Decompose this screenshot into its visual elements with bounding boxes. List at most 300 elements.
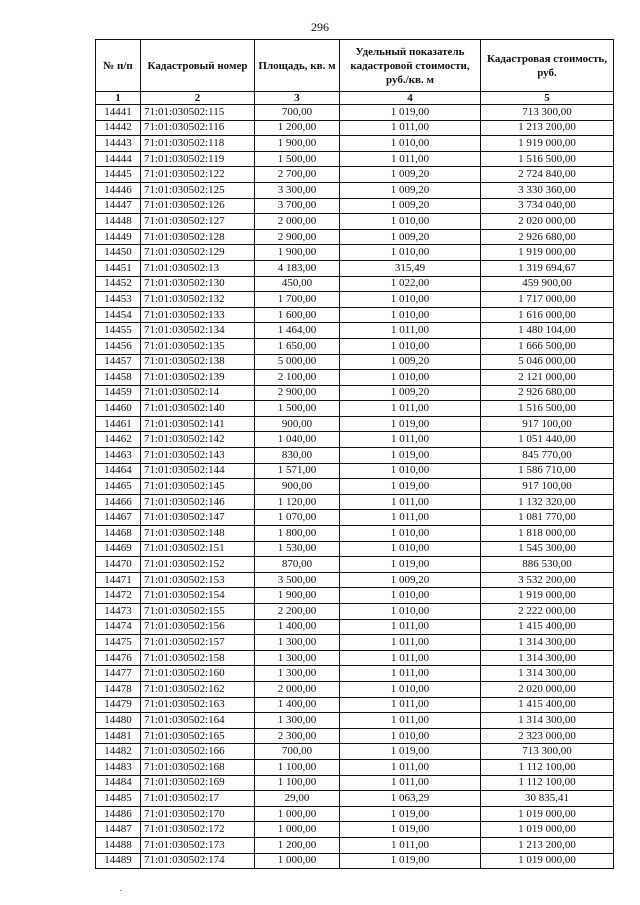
row-number-cell: 14470	[96, 557, 141, 573]
cadastral-number-cell: 71:01:030502:115	[141, 105, 255, 121]
table-row	[96, 260, 614, 276]
cadastral-cost-cell: 1 586 710,00	[481, 463, 614, 479]
cadastral-cost-cell: 1 081 770,00	[481, 510, 614, 526]
cadastral-number-cell: 71:01:030502:127	[141, 214, 255, 230]
cadastral-cost-cell: 713 300,00	[481, 744, 614, 760]
row-number-cell: 14450	[96, 245, 141, 261]
table-row	[96, 588, 614, 604]
area-cell: 29,00	[255, 791, 340, 807]
cadastral-cost-cell: 1 616 000,00	[481, 307, 614, 323]
row-number-cell: 14482	[96, 744, 141, 760]
specific-rate-cell: 1 011,00	[340, 151, 481, 167]
specific-rate-cell: 1 019,00	[340, 416, 481, 432]
table-row	[96, 822, 614, 838]
area-cell: 1 000,00	[255, 806, 340, 822]
row-number-cell: 14487	[96, 822, 141, 838]
table-row	[96, 307, 614, 323]
area-cell: 2 200,00	[255, 604, 340, 620]
row-number-cell: 14489	[96, 853, 141, 869]
row-number-cell: 14478	[96, 681, 141, 697]
cadastral-number-cell: 71:01:030502:14	[141, 385, 255, 401]
specific-rate-cell: 1 011,00	[340, 775, 481, 791]
cadastral-cost-cell: 2 323 000,00	[481, 728, 614, 744]
specific-rate-cell: 1 009,20	[340, 229, 481, 245]
table-row	[96, 354, 614, 370]
area-cell: 1 300,00	[255, 635, 340, 651]
cadastral-number-cell: 71:01:030502:160	[141, 666, 255, 682]
cadastral-number-cell: 71:01:030502:153	[141, 572, 255, 588]
table-row	[96, 681, 614, 697]
header-cadastral-number: Кадастровый номер	[141, 40, 255, 92]
specific-rate-cell: 1 010,00	[340, 681, 481, 697]
table-row	[96, 338, 614, 354]
column-number: 4	[340, 92, 481, 105]
table-row	[96, 448, 614, 464]
specific-rate-cell: 1 010,00	[340, 338, 481, 354]
area-cell: 1 200,00	[255, 120, 340, 136]
cadastral-cost-cell: 1 019 000,00	[481, 822, 614, 838]
row-number-cell: 14444	[96, 151, 141, 167]
area-cell: 1 120,00	[255, 494, 340, 510]
cadastral-number-cell: 71:01:030502:145	[141, 479, 255, 495]
header-cadastral-cost: Кадастровая стоимость, руб.	[481, 40, 614, 92]
specific-rate-cell: 1 011,00	[340, 666, 481, 682]
cadastral-cost-cell: 1 051 440,00	[481, 432, 614, 448]
specific-rate-cell: 1 010,00	[340, 370, 481, 386]
cadastral-number-cell: 71:01:030502:143	[141, 448, 255, 464]
row-number-cell: 14481	[96, 728, 141, 744]
area-cell: 1 200,00	[255, 837, 340, 853]
cadastral-cost-cell: 2 222 000,00	[481, 604, 614, 620]
row-number-cell: 14464	[96, 463, 141, 479]
specific-rate-cell: 1 019,00	[340, 853, 481, 869]
table-row	[96, 198, 614, 214]
table-row	[96, 635, 614, 651]
specific-rate-cell: 1 011,00	[340, 323, 481, 339]
table-row	[96, 713, 614, 729]
row-number-cell: 14486	[96, 806, 141, 822]
row-number-cell: 14443	[96, 136, 141, 152]
cadastral-number-cell: 71:01:030502:146	[141, 494, 255, 510]
cadastral-number-cell: 71:01:030502:165	[141, 728, 255, 744]
cadastral-cost-cell: 917 100,00	[481, 416, 614, 432]
cadastral-number-cell: 71:01:030502:168	[141, 759, 255, 775]
specific-rate-cell: 1 010,00	[340, 136, 481, 152]
specific-rate-cell: 1 010,00	[340, 463, 481, 479]
scan-mark	[120, 890, 122, 891]
specific-rate-cell: 1 011,00	[340, 510, 481, 526]
header-area: Площадь, кв. м	[255, 40, 340, 92]
area-cell: 2 100,00	[255, 370, 340, 386]
specific-rate-cell: 1 011,00	[340, 432, 481, 448]
area-cell: 2 300,00	[255, 728, 340, 744]
cadastral-cost-cell: 2 724 840,00	[481, 167, 614, 183]
row-number-cell: 14468	[96, 526, 141, 542]
specific-rate-cell: 1 011,00	[340, 650, 481, 666]
cadastral-cost-cell: 1 314 300,00	[481, 650, 614, 666]
cadastral-cost-cell: 2 926 680,00	[481, 229, 614, 245]
table-row	[96, 432, 614, 448]
cadastral-number-cell: 71:01:030502:172	[141, 822, 255, 838]
table-row	[96, 526, 614, 542]
table-row	[96, 370, 614, 386]
cadastral-number-cell: 71:01:030502:135	[141, 338, 255, 354]
row-number-cell: 14457	[96, 354, 141, 370]
cadastral-number-cell: 71:01:030502:158	[141, 650, 255, 666]
specific-rate-cell: 1 011,00	[340, 837, 481, 853]
row-number-cell: 14452	[96, 276, 141, 292]
area-cell: 3 300,00	[255, 182, 340, 198]
row-number-cell: 14441	[96, 105, 141, 121]
specific-rate-cell: 1 019,00	[340, 557, 481, 573]
row-number-cell: 14485	[96, 791, 141, 807]
area-cell: 1 000,00	[255, 853, 340, 869]
cadastral-cost-cell: 1 516 500,00	[481, 401, 614, 417]
column-number: 3	[255, 92, 340, 105]
specific-rate-cell: 1 019,00	[340, 479, 481, 495]
row-number-cell: 14471	[96, 572, 141, 588]
area-cell: 1 464,00	[255, 323, 340, 339]
table-row	[96, 775, 614, 791]
cadastral-number-cell: 71:01:030502:134	[141, 323, 255, 339]
cadastral-cost-cell: 3 532 200,00	[481, 572, 614, 588]
table-row	[96, 416, 614, 432]
row-number-cell: 14476	[96, 650, 141, 666]
area-cell: 1 300,00	[255, 666, 340, 682]
row-number-cell: 14465	[96, 479, 141, 495]
column-number: 2	[141, 92, 255, 105]
cadastral-number-cell: 71:01:030502:164	[141, 713, 255, 729]
cadastral-number-cell: 71:01:030502:130	[141, 276, 255, 292]
row-number-cell: 14451	[96, 260, 141, 276]
row-number-cell: 14480	[96, 713, 141, 729]
specific-rate-cell: 1 010,00	[340, 292, 481, 308]
cadastral-number-cell: 71:01:030502:128	[141, 229, 255, 245]
area-cell: 1 900,00	[255, 245, 340, 261]
cadastral-cost-cell: 1 818 000,00	[481, 526, 614, 542]
specific-rate-cell: 1 010,00	[340, 245, 481, 261]
row-number-cell: 14469	[96, 541, 141, 557]
cadastral-number-cell: 71:01:030502:155	[141, 604, 255, 620]
row-number-cell: 14453	[96, 292, 141, 308]
specific-rate-cell: 1 010,00	[340, 728, 481, 744]
row-number-cell: 14488	[96, 837, 141, 853]
cadastral-cost-cell: 3 330 360,00	[481, 182, 614, 198]
specific-rate-cell: 1 010,00	[340, 541, 481, 557]
cadastral-cost-cell: 886 530,00	[481, 557, 614, 573]
row-number-cell: 14473	[96, 604, 141, 620]
cadastral-number-cell: 71:01:030502:118	[141, 136, 255, 152]
table-row	[96, 385, 614, 401]
area-cell: 1 040,00	[255, 432, 340, 448]
cadastral-number-cell: 71:01:030502:156	[141, 619, 255, 635]
specific-rate-cell: 1 011,00	[340, 120, 481, 136]
cadastral-number-cell: 71:01:030502:119	[141, 151, 255, 167]
cadastral-cost-cell: 1 132 320,00	[481, 494, 614, 510]
row-number-cell: 14458	[96, 370, 141, 386]
cadastral-cost-cell: 1 480 104,00	[481, 323, 614, 339]
area-cell: 1 700,00	[255, 292, 340, 308]
area-cell: 5 000,00	[255, 354, 340, 370]
cadastral-cost-cell: 2 926 680,00	[481, 385, 614, 401]
cadastral-cost-cell: 1 545 300,00	[481, 541, 614, 557]
cadastral-number-cell: 71:01:030502:139	[141, 370, 255, 386]
specific-rate-cell: 1 011,00	[340, 619, 481, 635]
area-cell: 2 900,00	[255, 385, 340, 401]
cadastral-cost-cell: 1 112 100,00	[481, 775, 614, 791]
table-row	[96, 510, 614, 526]
specific-rate-cell: 1 011,00	[340, 759, 481, 775]
specific-rate-cell: 1 011,00	[340, 697, 481, 713]
table-row	[96, 167, 614, 183]
area-cell: 1 000,00	[255, 822, 340, 838]
table-row	[96, 229, 614, 245]
area-cell: 1 300,00	[255, 650, 340, 666]
row-number-cell: 14461	[96, 416, 141, 432]
cadastral-number-cell: 71:01:030502:162	[141, 681, 255, 697]
table-row	[96, 604, 614, 620]
area-cell: 1 530,00	[255, 541, 340, 557]
specific-rate-cell: 1 019,00	[340, 822, 481, 838]
row-number-cell: 14442	[96, 120, 141, 136]
cadastral-number-cell: 71:01:030502:173	[141, 837, 255, 853]
cadastral-cost-cell: 2 121 000,00	[481, 370, 614, 386]
cadastral-cost-cell: 1 213 200,00	[481, 837, 614, 853]
table-row	[96, 806, 614, 822]
area-cell: 3 700,00	[255, 198, 340, 214]
table-row	[96, 759, 614, 775]
table-row	[96, 182, 614, 198]
header-specific-rate: Удельный показатель кадастровой стоимости, руб./кв. м	[340, 40, 481, 92]
table-row	[96, 494, 614, 510]
table-row	[96, 619, 614, 635]
area-cell: 830,00	[255, 448, 340, 464]
specific-rate-cell: 1 011,00	[340, 713, 481, 729]
cadastral-number-cell: 71:01:030502:140	[141, 401, 255, 417]
cadastral-cost-cell: 459 900,00	[481, 276, 614, 292]
specific-rate-cell: 1 019,00	[340, 806, 481, 822]
cadastral-cost-cell: 1 213 200,00	[481, 120, 614, 136]
cadastral-number-cell: 71:01:030502:17	[141, 791, 255, 807]
cadastral-number-cell: 71:01:030502:116	[141, 120, 255, 136]
specific-rate-cell: 1 063,29	[340, 791, 481, 807]
cadastral-number-cell: 71:01:030502:152	[141, 557, 255, 573]
cadastral-cost-cell: 1 314 300,00	[481, 666, 614, 682]
table-row	[96, 837, 614, 853]
cadastral-number-cell: 71:01:030502:122	[141, 167, 255, 183]
row-number-cell: 14455	[96, 323, 141, 339]
cadastral-number-cell: 71:01:030502:144	[141, 463, 255, 479]
page-number: 296	[311, 20, 329, 34]
specific-rate-cell: 1 019,00	[340, 744, 481, 760]
specific-rate-cell: 1 009,20	[340, 198, 481, 214]
specific-rate-cell: 1 010,00	[340, 526, 481, 542]
cadastral-cost-cell: 1 319 694,67	[481, 260, 614, 276]
row-number-cell: 14445	[96, 167, 141, 183]
table-row	[96, 292, 614, 308]
area-cell: 1 500,00	[255, 151, 340, 167]
cadastral-cost-cell: 2 020 000,00	[481, 214, 614, 230]
area-cell: 1 100,00	[255, 759, 340, 775]
area-cell: 700,00	[255, 744, 340, 760]
cadastral-number-cell: 71:01:030502:147	[141, 510, 255, 526]
area-cell: 4 183,00	[255, 260, 340, 276]
row-number-cell: 14462	[96, 432, 141, 448]
cadastral-number-cell: 71:01:030502:174	[141, 853, 255, 869]
table-row	[96, 744, 614, 760]
cadastral-number-cell: 71:01:030502:163	[141, 697, 255, 713]
table-row	[96, 557, 614, 573]
specific-rate-cell: 1 019,00	[340, 448, 481, 464]
area-cell: 1 100,00	[255, 775, 340, 791]
area-cell: 2 900,00	[255, 229, 340, 245]
column-number-row	[96, 92, 614, 105]
area-cell: 1 400,00	[255, 619, 340, 635]
cadastral-cost-cell: 1 314 300,00	[481, 713, 614, 729]
row-number-cell: 14475	[96, 635, 141, 651]
cadastral-number-cell: 71:01:030502:125	[141, 182, 255, 198]
cadastral-number-cell: 71:01:030502:132	[141, 292, 255, 308]
specific-rate-cell: 1 009,20	[340, 182, 481, 198]
area-cell: 900,00	[255, 416, 340, 432]
cadastral-number-cell: 71:01:030502:13	[141, 260, 255, 276]
cadastral-cost-cell: 1 919 000,00	[481, 136, 614, 152]
cadastral-cost-cell: 30 835,41	[481, 791, 614, 807]
area-cell: 700,00	[255, 105, 340, 121]
table-row	[96, 572, 614, 588]
table-row	[96, 323, 614, 339]
area-cell: 1 650,00	[255, 338, 340, 354]
cadastral-cost-cell: 1 516 500,00	[481, 151, 614, 167]
cadastral-cost-cell: 1 112 100,00	[481, 759, 614, 775]
cadastral-number-cell: 71:01:030502:154	[141, 588, 255, 604]
row-number-cell: 14477	[96, 666, 141, 682]
column-number: 5	[481, 92, 614, 105]
cadastral-number-cell: 71:01:030502:170	[141, 806, 255, 822]
cadastral-cost-cell: 1 919 000,00	[481, 588, 614, 604]
table-row	[96, 463, 614, 479]
specific-rate-cell: 1 011,00	[340, 401, 481, 417]
cadastral-cost-cell: 3 734 040,00	[481, 198, 614, 214]
row-number-cell: 14463	[96, 448, 141, 464]
table-row	[96, 276, 614, 292]
area-cell: 1 070,00	[255, 510, 340, 526]
area-cell: 2 000,00	[255, 681, 340, 697]
area-cell: 1 900,00	[255, 136, 340, 152]
column-number: 1	[96, 92, 141, 105]
table-row	[96, 136, 614, 152]
header-row-number: № п/п	[96, 40, 141, 92]
row-number-cell: 14448	[96, 214, 141, 230]
cadastral-number-cell: 71:01:030502:169	[141, 775, 255, 791]
cadastral-number-cell: 71:01:030502:151	[141, 541, 255, 557]
row-number-cell: 14483	[96, 759, 141, 775]
area-cell: 1 900,00	[255, 588, 340, 604]
table-row	[96, 105, 614, 121]
row-number-cell: 14460	[96, 401, 141, 417]
area-cell: 2 000,00	[255, 214, 340, 230]
table-row	[96, 650, 614, 666]
cadastral-number-cell: 71:01:030502:141	[141, 416, 255, 432]
table-row	[96, 120, 614, 136]
table-header-row	[96, 40, 614, 92]
area-cell: 1 500,00	[255, 401, 340, 417]
area-cell: 2 700,00	[255, 167, 340, 183]
specific-rate-cell: 1 022,00	[340, 276, 481, 292]
cadastral-cost-cell: 5 046 000,00	[481, 354, 614, 370]
table-row	[96, 541, 614, 557]
area-cell: 450,00	[255, 276, 340, 292]
cadastral-cost-cell: 1 415 400,00	[481, 697, 614, 713]
row-number-cell: 14466	[96, 494, 141, 510]
table-body	[96, 105, 614, 869]
cadastral-number-cell: 71:01:030502:157	[141, 635, 255, 651]
area-cell: 900,00	[255, 479, 340, 495]
cadastral-cost-cell: 1 919 000,00	[481, 245, 614, 261]
cadastral-value-table	[95, 39, 614, 869]
specific-rate-cell: 1 019,00	[340, 105, 481, 121]
row-number-cell: 14459	[96, 385, 141, 401]
table-row	[96, 697, 614, 713]
row-number-cell: 14479	[96, 697, 141, 713]
row-number-cell: 14472	[96, 588, 141, 604]
table-row	[96, 214, 614, 230]
specific-rate-cell: 1 009,20	[340, 385, 481, 401]
table-row	[96, 151, 614, 167]
cadastral-number-cell: 71:01:030502:138	[141, 354, 255, 370]
area-cell: 1 300,00	[255, 713, 340, 729]
cadastral-cost-cell: 845 770,00	[481, 448, 614, 464]
cadastral-cost-cell: 713 300,00	[481, 105, 614, 121]
specific-rate-cell: 1 009,20	[340, 167, 481, 183]
table-row	[96, 666, 614, 682]
specific-rate-cell: 1 010,00	[340, 214, 481, 230]
area-cell: 1 400,00	[255, 697, 340, 713]
specific-rate-cell: 315,49	[340, 260, 481, 276]
row-number-cell: 14449	[96, 229, 141, 245]
table-row	[96, 791, 614, 807]
table-row	[96, 853, 614, 869]
cadastral-cost-cell: 1 314 300,00	[481, 635, 614, 651]
row-number-cell: 14467	[96, 510, 141, 526]
cadastral-number-cell: 71:01:030502:142	[141, 432, 255, 448]
specific-rate-cell: 1 010,00	[340, 604, 481, 620]
area-cell: 3 500,00	[255, 572, 340, 588]
specific-rate-cell: 1 010,00	[340, 307, 481, 323]
cadastral-cost-cell: 2 020 000,00	[481, 681, 614, 697]
table-row	[96, 245, 614, 261]
cadastral-cost-cell: 1 415 400,00	[481, 619, 614, 635]
cadastral-cost-cell: 1 717 000,00	[481, 292, 614, 308]
row-number-cell: 14454	[96, 307, 141, 323]
table-row	[96, 401, 614, 417]
cadastral-number-cell: 71:01:030502:148	[141, 526, 255, 542]
row-number-cell: 14446	[96, 182, 141, 198]
cadastral-number-cell: 71:01:030502:129	[141, 245, 255, 261]
row-number-cell: 14474	[96, 619, 141, 635]
cadastral-cost-cell: 1 019 000,00	[481, 806, 614, 822]
area-cell: 1 800,00	[255, 526, 340, 542]
row-number-cell: 14456	[96, 338, 141, 354]
row-number-cell: 14447	[96, 198, 141, 214]
area-cell: 1 600,00	[255, 307, 340, 323]
cadastral-number-cell: 71:01:030502:133	[141, 307, 255, 323]
specific-rate-cell: 1 011,00	[340, 494, 481, 510]
cadastral-number-cell: 71:01:030502:166	[141, 744, 255, 760]
table-row	[96, 728, 614, 744]
table-row	[96, 479, 614, 495]
cadastral-number-cell: 71:01:030502:126	[141, 198, 255, 214]
